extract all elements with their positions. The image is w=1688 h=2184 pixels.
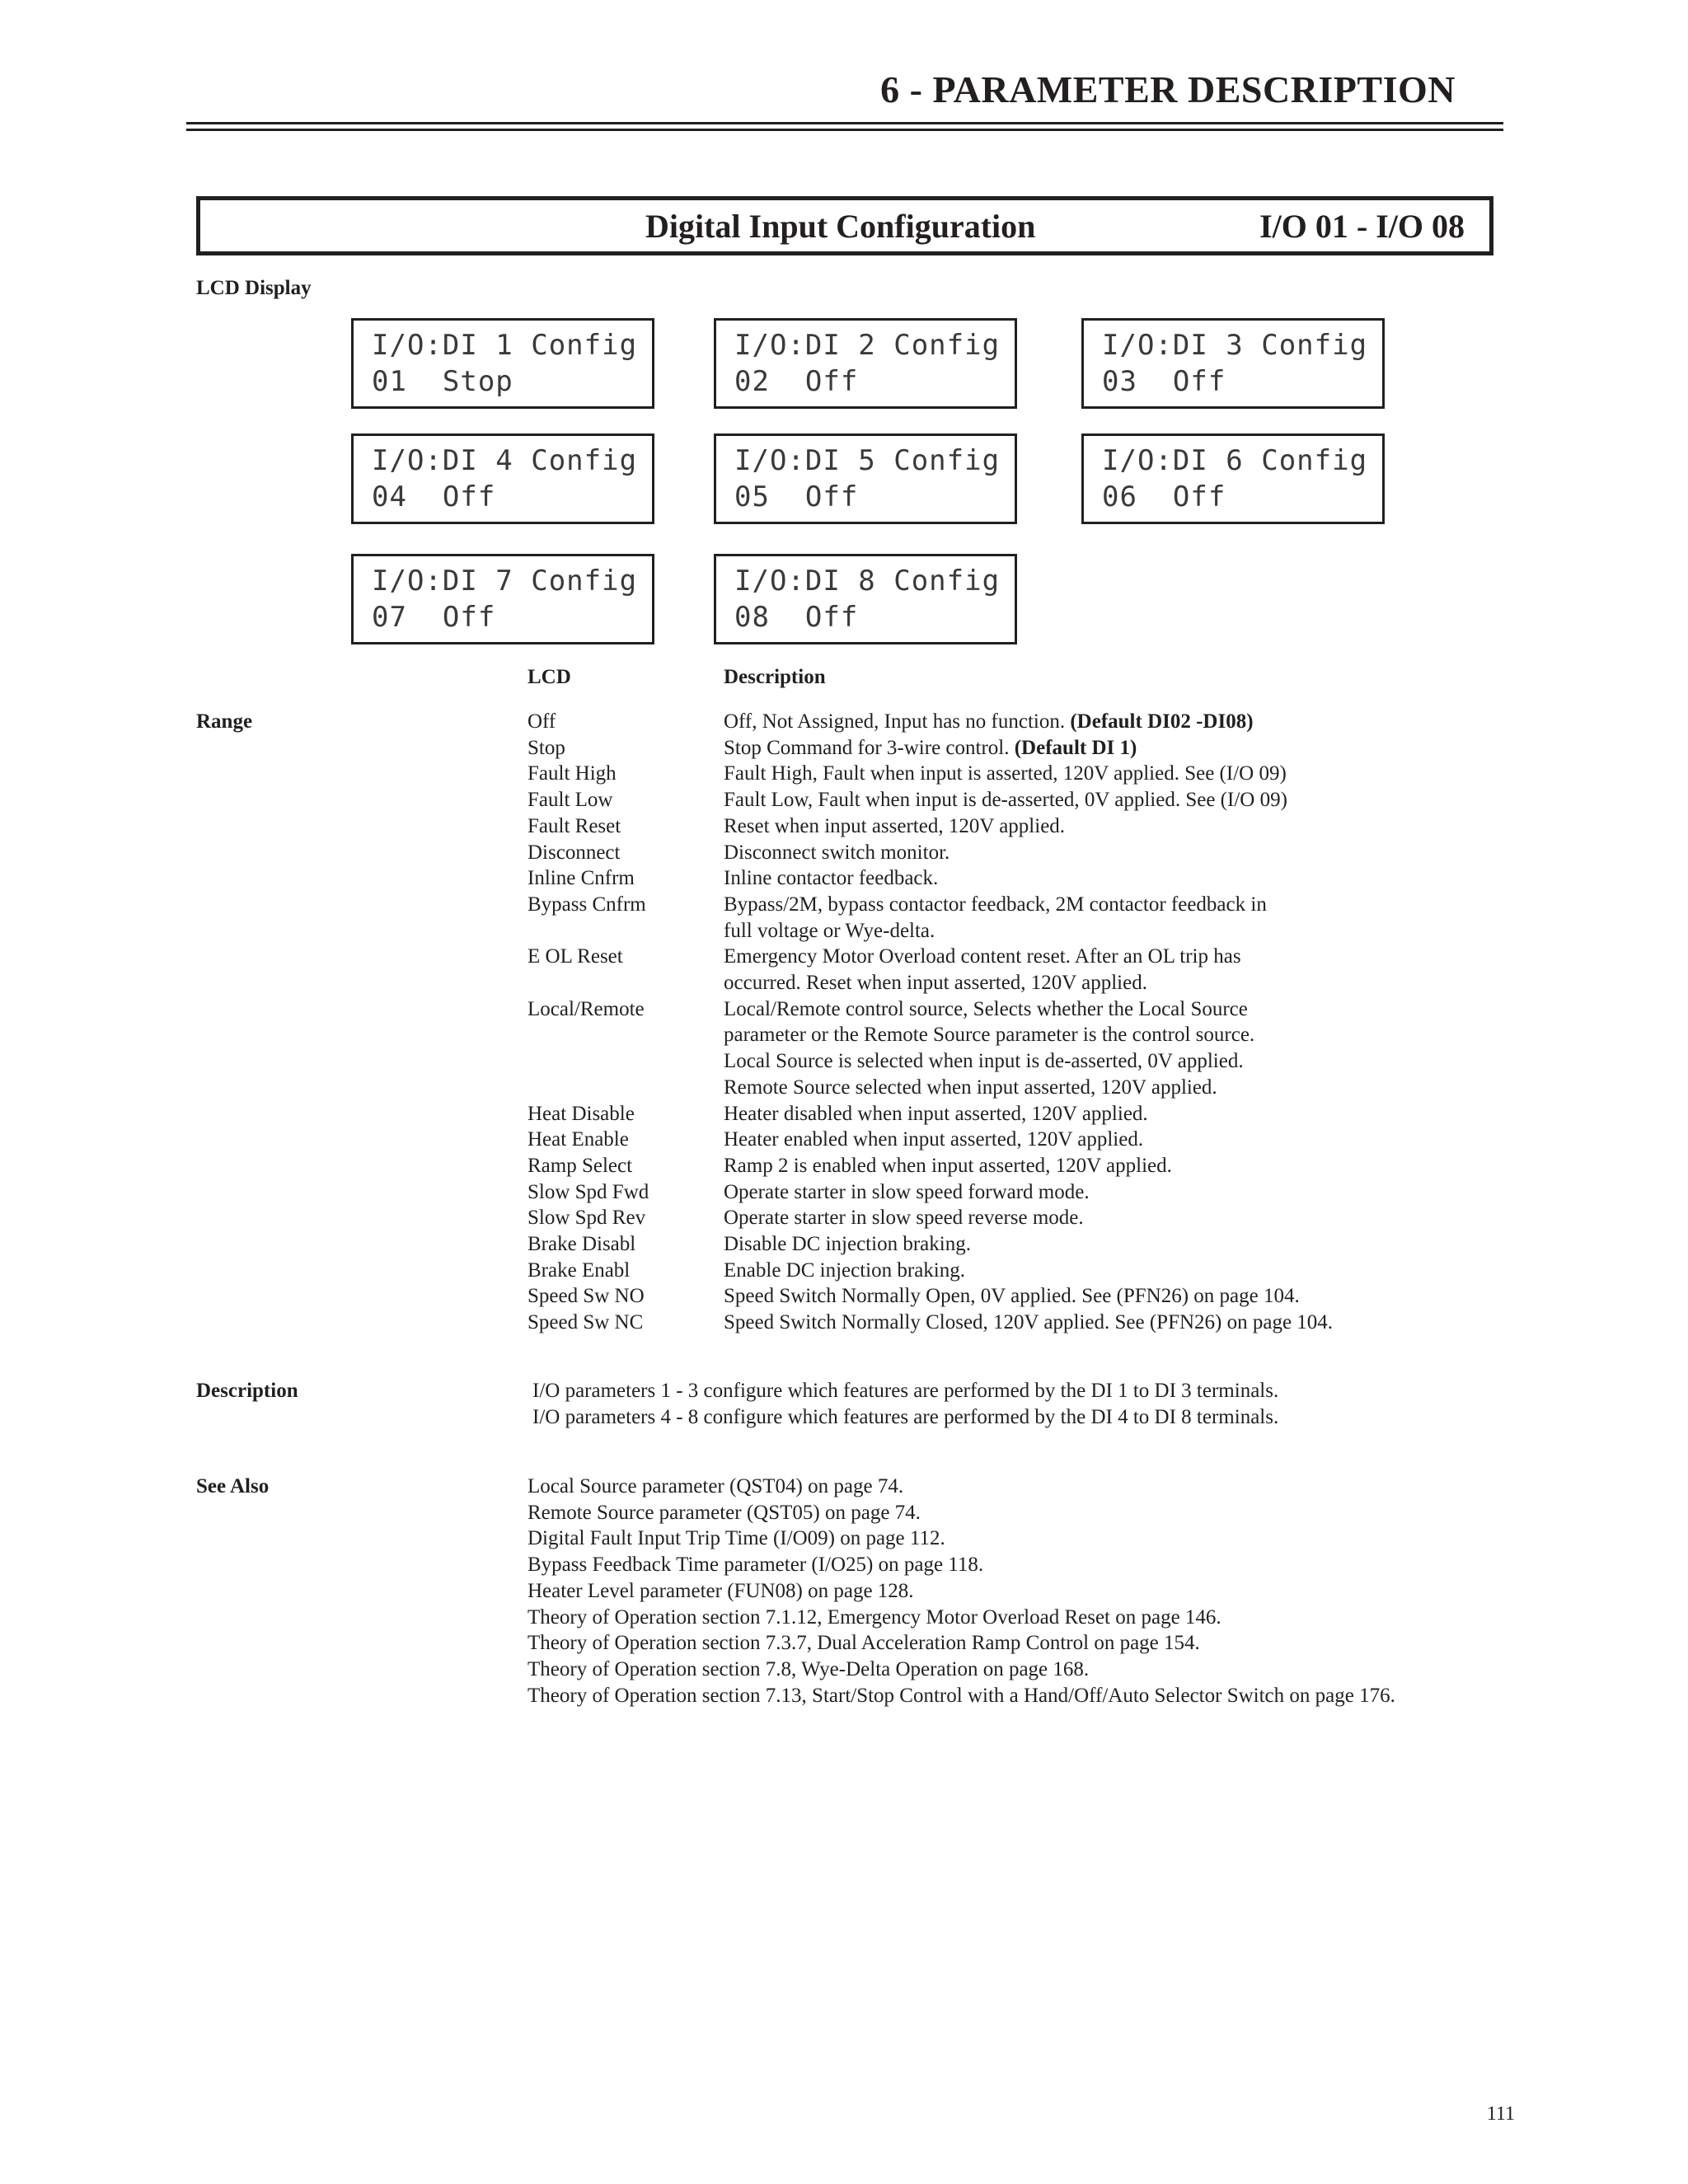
range-description-line: [724, 1022, 1517, 1048]
range-lcd-value: Ramp Select: [528, 1154, 633, 1177]
range-description: [724, 1153, 1517, 1179]
range-row: [528, 1283, 1517, 1310]
lcd-line-2: 05 Off: [734, 480, 859, 513]
lcd-display-di2: [714, 318, 1017, 409]
see-also-item: Theory of Operation section 7.8, Wye-Delta Operation on page 168.: [528, 1657, 1090, 1680]
lcd-line-2: 07 Off: [372, 601, 496, 634]
range-description-line: [724, 1153, 1517, 1179]
description-label: Description: [196, 1380, 298, 1402]
range-description-line: [724, 1258, 1517, 1284]
lcd-display-di5: [714, 434, 1017, 524]
range-description-text: Ramp 2 is enabled when input asserted, 120V applied.: [724, 1154, 1172, 1177]
lcd-display-di6: [1081, 434, 1385, 524]
range-description-line: [724, 1127, 1517, 1153]
range-description-text: Local/Remote control source, Selects whether the Local Source: [724, 997, 1248, 1020]
range-description-text: Bypass/2M, bypass contactor feedback, 2M contactor feedback in: [724, 893, 1267, 916]
range-description-text: Emergency Motor Overload content reset. After an OL trip has: [724, 945, 1241, 968]
range-lcd-value: Brake Disabl: [528, 1233, 636, 1256]
range-description-text: Reset when input asserted, 120V applied.: [724, 814, 1066, 837]
range-description-line: [724, 944, 1517, 970]
range-row: [528, 1127, 1517, 1153]
range-description-line: [724, 970, 1517, 996]
range-description-text: Enable DC injection braking.: [724, 1258, 965, 1282]
range-description-text: Disable DC injection braking.: [724, 1233, 971, 1256]
range-description: [724, 709, 1517, 735]
range-description-text: Off, Not Assigned, Input has no function.: [724, 710, 1071, 733]
range-lcd-value: Disconnect: [528, 841, 621, 864]
range-row: [528, 709, 1517, 735]
header-rule-top: [186, 122, 1503, 124]
description-line: I/O parameters 4 - 8 configure which features are performed by the DI 4 to DI 8 terminals.: [532, 1405, 1279, 1428]
lcd-line-2: 04 Off: [372, 480, 496, 513]
range-description: [724, 761, 1517, 787]
lcd-line-2: 06 Off: [1102, 480, 1226, 513]
page-number: 111: [1486, 2103, 1515, 2125]
column-header-description: Description: [724, 666, 826, 688]
range-description: [724, 1127, 1517, 1153]
range-row: [528, 1310, 1517, 1336]
range-row: [528, 1153, 1517, 1179]
range-lcd-value: Brake Enabl: [528, 1258, 631, 1282]
range-description: [724, 865, 1517, 892]
lcd-line-1: I/O:DI 7 Config: [372, 565, 638, 598]
range-row: [528, 996, 1517, 1101]
see-also-list: [528, 1474, 1395, 1708]
range-row: [528, 813, 1517, 840]
range-lcd-value: Fault Reset: [528, 814, 621, 837]
range-description: [724, 1310, 1517, 1336]
range-description-text: Speed Switch Normally Open, 0V applied. See (PFN26) on page 104.: [724, 1285, 1300, 1308]
column-header-lcd: LCD: [528, 666, 571, 688]
range-description: [724, 996, 1517, 1101]
range-label: Range: [196, 710, 253, 733]
lcd-display-di8: [714, 554, 1017, 644]
range-lcd-value: Fault High: [528, 762, 617, 785]
range-description: [724, 735, 1517, 762]
range-description-line: [724, 918, 1517, 944]
see-also-item: Digital Fault Input Trip Time (I/O09) on page 112.: [528, 1527, 945, 1550]
default-note: (Default DI02 -DI08): [1070, 710, 1254, 733]
range-description-text: Fault High, Fault when input is asserted, 120V applied. See (I/O 09): [724, 762, 1287, 785]
range-description: [724, 892, 1517, 944]
see-also-item: Theory of Operation section 7.1.12, Emergency Motor Overload Reset on page 146.: [528, 1605, 1221, 1629]
lcd-line-1: I/O:DI 4 Config: [372, 444, 638, 477]
range-description-line: [724, 709, 1517, 735]
range-row: [528, 735, 1517, 762]
range-description-text: Fault Low, Fault when input is de-asserted, 0V applied. See (I/O 09): [724, 789, 1287, 812]
range-description-line: [724, 735, 1517, 762]
lcd-display-di7: [351, 554, 654, 644]
range-row: [528, 1179, 1517, 1206]
range-description: [724, 1101, 1517, 1127]
see-also-item: Local Source parameter (QST04) on page 74.: [528, 1475, 904, 1497]
default-note: (Default DI 1): [1014, 736, 1137, 759]
parameter-title-box: [196, 196, 1493, 255]
range-description: [724, 840, 1517, 866]
lcd-line-2: 01 Stop: [372, 365, 513, 398]
see-also-item: Remote Source parameter (QST05) on page 74.: [528, 1501, 921, 1524]
range-row: [528, 1101, 1517, 1127]
range-lcd-value: Speed Sw NO: [528, 1285, 645, 1308]
range-row: [528, 892, 1517, 944]
range-description-line: [724, 1048, 1517, 1075]
description-text: [532, 1378, 1278, 1430]
range-description-line: [724, 840, 1517, 866]
range-description-text: Stop Command for 3-wire control.: [724, 736, 1015, 759]
range-row: [528, 1258, 1517, 1284]
range-lcd-value: Slow Spd Fwd: [528, 1180, 649, 1203]
range-description: [724, 1179, 1517, 1206]
lcd-line-2: 03 Off: [1102, 365, 1226, 398]
see-also-item: Heater Level parameter (FUN08) on page 128.: [528, 1579, 914, 1602]
range-description-text: Operate starter in slow speed reverse mode.: [724, 1207, 1084, 1230]
range-description-text: occurred. Reset when input asserted, 120V applied.: [724, 972, 1147, 995]
lcd-line-1: I/O:DI 1 Config: [372, 329, 638, 362]
range-description-line: [724, 1101, 1517, 1127]
parameter-title: Digital Input Configuration: [645, 208, 1036, 245]
lcd-line-1: I/O:DI 2 Config: [734, 329, 1001, 362]
chapter-title: 6 - PARAMETER DESCRIPTION: [880, 68, 1456, 110]
range-description-text: Heater disabled when input asserted, 120V applied.: [724, 1102, 1148, 1125]
lcd-line-2: 02 Off: [734, 365, 859, 398]
range-lcd-value: Inline Cnfrm: [528, 867, 635, 890]
range-description: [724, 1231, 1517, 1258]
range-description-text: Disconnect switch monitor.: [724, 841, 950, 864]
range-description-text: Speed Switch Normally Closed, 120V applied. See (PFN26) on page 104.: [724, 1311, 1334, 1334]
range-lcd-value: Heat Disable: [528, 1102, 635, 1125]
range-description-line: [724, 1179, 1517, 1206]
range-row: [528, 1231, 1517, 1258]
range-lcd-value: Stop: [528, 736, 565, 759]
description-line: I/O parameters 1 - 3 configure which features are performed by the DI 1 to DI 3 terminals.: [532, 1380, 1279, 1402]
range-description-line: [724, 813, 1517, 840]
range-description-line: [724, 787, 1517, 813]
see-also-item: Theory of Operation section 7.3.7, Dual Acceleration Ramp Control on page 154.: [528, 1632, 1200, 1655]
range-description-text: Heater enabled when input asserted, 120V applied.: [724, 1128, 1144, 1151]
parameter-code: I/O 01 - I/O 08: [1259, 208, 1465, 245]
range-description-text: Local Source is selected when input is de-asserted, 0V applied.: [724, 1050, 1244, 1073]
range-description-text: Operate starter in slow speed forward mode.: [724, 1180, 1090, 1203]
range-description-line: [724, 1205, 1517, 1231]
range-lcd-value: Speed Sw NC: [528, 1311, 644, 1334]
range-lcd-value: Fault Low: [528, 789, 613, 812]
range-lcd-value: Slow Spd Rev: [528, 1207, 646, 1230]
range-list: [528, 709, 1517, 1336]
range-description-line: [724, 1075, 1517, 1101]
range-description-line: [724, 1231, 1517, 1258]
range-description-line: [724, 996, 1517, 1023]
lcd-line-1: I/O:DI 3 Config: [1102, 329, 1368, 362]
range-description-text: Inline contactor feedback.: [724, 867, 939, 890]
range-lcd-value: Local/Remote: [528, 997, 645, 1020]
range-description: [724, 1205, 1517, 1231]
lcd-display-di4: [351, 434, 654, 524]
lcd-display-label: LCD Display: [196, 277, 312, 299]
range-row: [528, 787, 1517, 813]
lcd-display-di3: [1081, 318, 1385, 409]
range-row: [528, 944, 1517, 996]
lcd-line-1: I/O:DI 5 Config: [734, 444, 1001, 477]
range-row: [528, 865, 1517, 892]
range-row: [528, 761, 1517, 787]
lcd-display-di1: [351, 318, 654, 409]
header-rule-bottom: [186, 129, 1503, 131]
lcd-line-1: I/O:DI 8 Config: [734, 565, 1001, 598]
range-description: [724, 787, 1517, 813]
range-lcd-value: E OL Reset: [528, 945, 623, 968]
range-description-line: [724, 761, 1517, 787]
see-also-item: Bypass Feedback Time parameter (I/O25) on page 118.: [528, 1554, 984, 1577]
range-row: [528, 840, 1517, 866]
see-also-item: Theory of Operation section 7.13, Start/Stop Control with a Hand/Off/Auto Selector Switch on page 176.: [528, 1684, 1395, 1707]
range-description-line: [724, 1283, 1517, 1310]
range-description: [724, 1258, 1517, 1284]
range-lcd-value: Off: [528, 710, 556, 733]
range-lcd-value: Heat Enable: [528, 1128, 629, 1151]
range-description-line: [724, 892, 1517, 918]
range-description: [724, 1283, 1517, 1310]
lcd-line-2: 08 Off: [734, 601, 859, 634]
range-description-text: parameter or the Remote Source parameter is the control source.: [724, 1024, 1255, 1047]
range-description-line: [724, 1310, 1517, 1336]
range-row: [528, 1205, 1517, 1231]
range-lcd-value: Bypass Cnfrm: [528, 893, 646, 916]
range-description: [724, 944, 1517, 996]
see-also-label: See Also: [196, 1475, 270, 1497]
range-description-line: [724, 865, 1517, 892]
range-description: [724, 813, 1517, 840]
lcd-line-1: I/O:DI 6 Config: [1102, 444, 1368, 477]
range-description-text: full voltage or Wye-delta.: [724, 919, 935, 942]
range-description-text: Remote Source selected when input asserted, 120V applied.: [724, 1076, 1217, 1099]
